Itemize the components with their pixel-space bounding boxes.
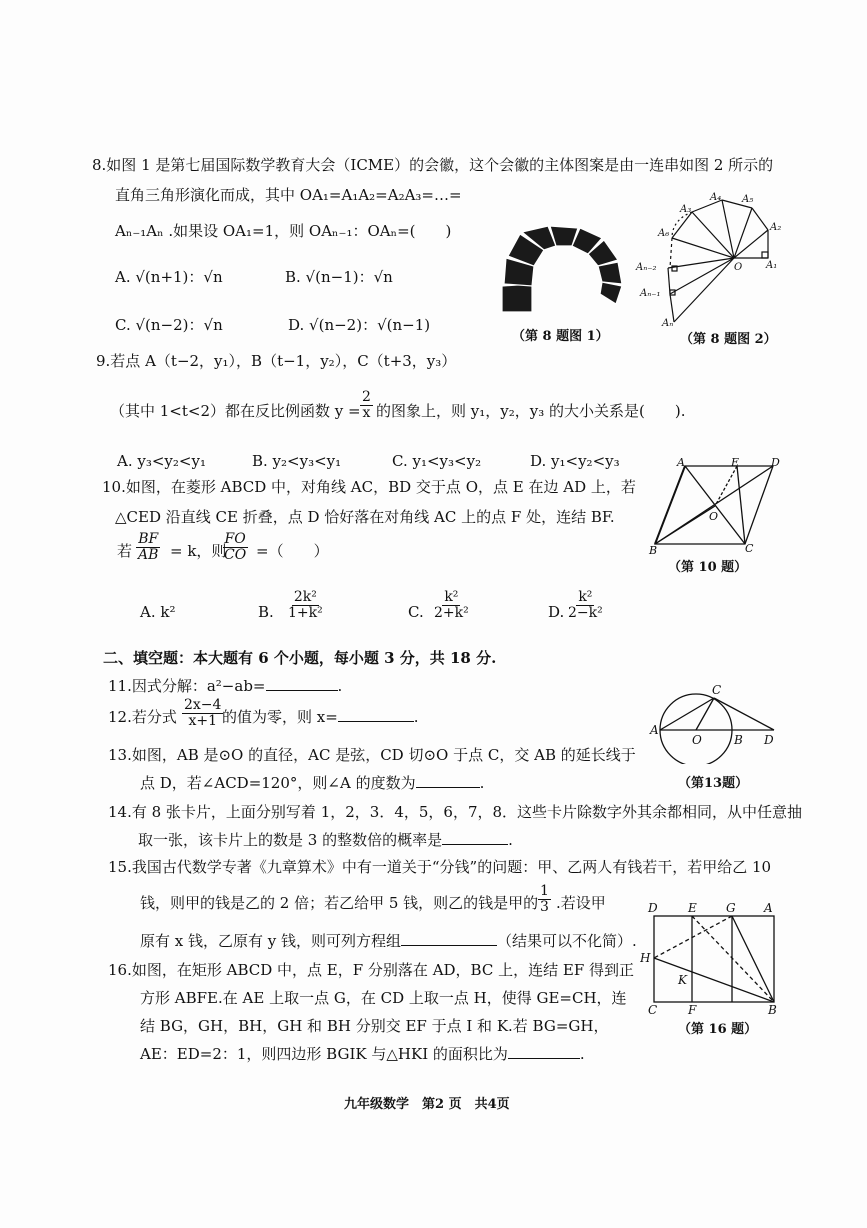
q10-option-d-label: D.	[548, 603, 565, 621]
label-a3: A₃	[680, 204, 692, 215]
q10-option-d-frac: $\frac{\text{k²}}{\text{2−k²}}$	[568, 589, 603, 622]
q9-fraction: $\frac{2}{x}$	[362, 389, 371, 422]
q9-option-d: D. y₁<y₂<y₃	[530, 452, 620, 470]
q12-answer-blank[interactable]	[338, 708, 414, 722]
rect-label-a: A	[764, 901, 773, 915]
label-a6: A₆	[658, 228, 670, 239]
circle-label-o: O	[692, 733, 702, 747]
rect-label-b: B	[768, 1003, 777, 1017]
q8-option-a: A. √(n+1)：√n	[115, 268, 223, 286]
q8-option-d: D. √(n−2)：√(n−1)	[288, 316, 431, 334]
q15-line2-post: .若设甲	[556, 894, 606, 912]
q9-option-a: A. y₃<y₂<y₁	[117, 452, 206, 470]
q16-fig-caption: （第 16 题）	[678, 1022, 758, 1037]
q8-line2: 直角三角形演化而成，其中 OA₁=A₁A₂=A₂A₃=…=	[115, 186, 462, 204]
circle-tangent-figure	[648, 682, 780, 764]
label-o: O	[734, 262, 743, 273]
rect-label-h: H	[640, 951, 651, 965]
q8-fig1-caption: （第 8 题图 1）	[512, 329, 609, 344]
label-a2: A₂	[770, 222, 782, 233]
q10-cond-post: =（ ）	[256, 542, 329, 560]
q9-line1: 9.若点 A（t−2，y₁），B（t−1，y₂），C（t+3，y₃）	[96, 352, 457, 370]
q9-option-c: C. y₁<y₃<y₂	[392, 452, 482, 470]
label-an2: Aₙ₋₂	[636, 262, 657, 273]
rect-label-c: C	[648, 1003, 658, 1017]
q10-frac-bf-ab: $\frac{BF}{AB}$	[138, 531, 159, 564]
q11-answer-blank[interactable]	[266, 677, 338, 691]
q8-fig2-caption: （第 8 题图 2）	[680, 332, 777, 347]
circle-label-b: B	[734, 733, 743, 747]
rect-label-k: K	[678, 973, 687, 987]
rect-label-d: D	[648, 901, 658, 915]
q8-line3: Aₙ₋₁Aₙ .如果设 OA₁=1，则 OAₙ₋₁：OAₙ=( )	[115, 222, 452, 240]
rhombus-label-o: O	[709, 510, 719, 523]
q14-line1: 14.有 8 张卡片，上面分别写着 1，2，3．4，5，6，7，8．这些卡片除数字外其余都相同，从中任意抽	[108, 803, 803, 821]
rhombus-label-d: D	[771, 456, 780, 469]
q10-option-c-label: C.	[408, 603, 424, 621]
q10-line2: △CED 沿直线 CE 折叠，点 D 恰好落在对角线 AC 上的点 F 处，连结 BF.	[115, 508, 615, 526]
label-a4: A₄	[710, 192, 722, 203]
q16-line1: 16.如图，在矩形 ABCD 中，点 E，F 分别落在 AD，BC 上，连结 EF 得到正	[108, 961, 634, 979]
q8-option-c: C. √(n−2)：√n	[115, 316, 223, 334]
rhombus-label-b: B	[649, 544, 658, 556]
q16-line3: 结 BG，GH，BH，GH 和 BH 分别交 EF 于点 I 和 K.若 BG=GH，	[140, 1017, 609, 1035]
q10-line1: 10.如图，在菱形 ABCD 中，对角线 AC，BD 交于点 O，点 E 在边 AD 上，若	[102, 478, 636, 496]
q15-fraction: $\frac{1}{3}$	[540, 883, 549, 916]
q9-line2-pre: （其中 1<t<2）都在反比例函数 y =	[110, 402, 361, 420]
q13-answer-blank[interactable]	[416, 774, 480, 788]
rhombus-label-c: C	[745, 542, 754, 555]
q10-option-b-frac: $\frac{\text{2k²}}{\text{1+k²}}$	[288, 589, 323, 622]
q12-pre: 12.若分式	[108, 708, 177, 726]
q15-line2-pre: 钱，则甲的钱是乙的 2 倍；若乙给甲 5 钱，则乙的钱是甲的	[140, 894, 539, 912]
label-an: Aₙ	[662, 318, 674, 329]
q16-answer-blank[interactable]	[508, 1045, 580, 1059]
q16-line4: AE：ED=2：1，则四边形 BGIK 与△HKI 的面积比为 .	[140, 1045, 585, 1063]
q10-fig-caption: （第 10 题）	[668, 560, 748, 575]
rect-label-g: G	[726, 901, 736, 915]
circle-label-a: A	[650, 723, 659, 737]
q9-line2-post: 的图象上，则 y₁，y₂，y₃ 的大小关系是( ).	[376, 402, 686, 420]
q13-line1: 13.如图，AB 是⊙O 的直径，AC 是弦，CD 切⊙O 于点 C，交 AB 的延长线于	[108, 746, 636, 764]
q15-answer-blank[interactable]	[401, 932, 497, 946]
q8-option-b: B. √(n−1)：√n	[285, 268, 393, 286]
icme-emblem-figure	[498, 224, 628, 316]
q16-line2: 方形 ABFE.在 AE 上取一点 G，在 CD 上取一点 H，使得 GE=CH，连	[140, 989, 627, 1007]
q8-line1: 8.如图 1 是第七届国际数学教育大会（ICME）的会徽，这个会徽的主体图案是由一连串如图 2 所示的	[92, 156, 774, 174]
q14-line2: 取一张，该卡片上的数是 3 的整数倍的概率是 .	[138, 831, 513, 849]
circle-label-c: C	[712, 683, 722, 697]
rhombus-figure	[645, 456, 785, 556]
section2-title: 二、填空题：本大题有 6 个小题，每小题 3 分，共 18 分.	[103, 649, 497, 667]
q9-option-b: B. y₂<y₃<y₁	[252, 452, 342, 470]
q10-option-b-label: B.	[258, 603, 274, 621]
q12-post: 的值为零，则 x= .	[222, 708, 419, 726]
q15-line1: 15.我国古代数学专著《九章算术》中有一道关于“分钱”的问题：甲、乙两人有钱若干，若甲给乙 10	[108, 858, 772, 876]
page-footer: 九年级数学 第2 页 共4页	[344, 1097, 510, 1112]
circle-label-d: D	[764, 733, 774, 747]
q10-cond-pre: 若	[117, 542, 133, 560]
triangle-spiral-figure	[632, 190, 792, 330]
label-a5: A₅	[742, 194, 754, 205]
q15-line3: 原有 x 钱，乙原有 y 钱，则可列方程组 （结果可以不化简）.	[140, 932, 637, 950]
rectangle-square-figure	[640, 898, 788, 1018]
rhombus-label-e: E	[731, 456, 740, 469]
q10-frac-fo-co: $\frac{FO}{CO}$	[224, 531, 247, 564]
label-an1: Aₙ₋₁	[640, 288, 661, 299]
q13-line2: 点 D，若∠ACD=120°，则∠A 的度数为 .	[140, 774, 485, 792]
rhombus-label-a: A	[677, 456, 685, 469]
q11-text: 11.因式分解：a²−ab= .	[108, 677, 343, 695]
rect-label-f: F	[688, 1003, 697, 1017]
rect-label-e: E	[688, 901, 697, 915]
q10-option-c-frac: $\frac{\text{k²}}{\text{2+k²}}$	[434, 589, 469, 622]
q10-option-a: A. k²	[140, 603, 176, 621]
q10-cond-mid: = k，则	[170, 542, 227, 560]
label-a1: A₁	[766, 260, 778, 271]
q13-fig-caption: （第13题）	[678, 776, 749, 791]
q14-answer-blank[interactable]	[442, 831, 508, 845]
q12-fraction: $\frac{2x-4}{x+1}$	[184, 697, 222, 730]
